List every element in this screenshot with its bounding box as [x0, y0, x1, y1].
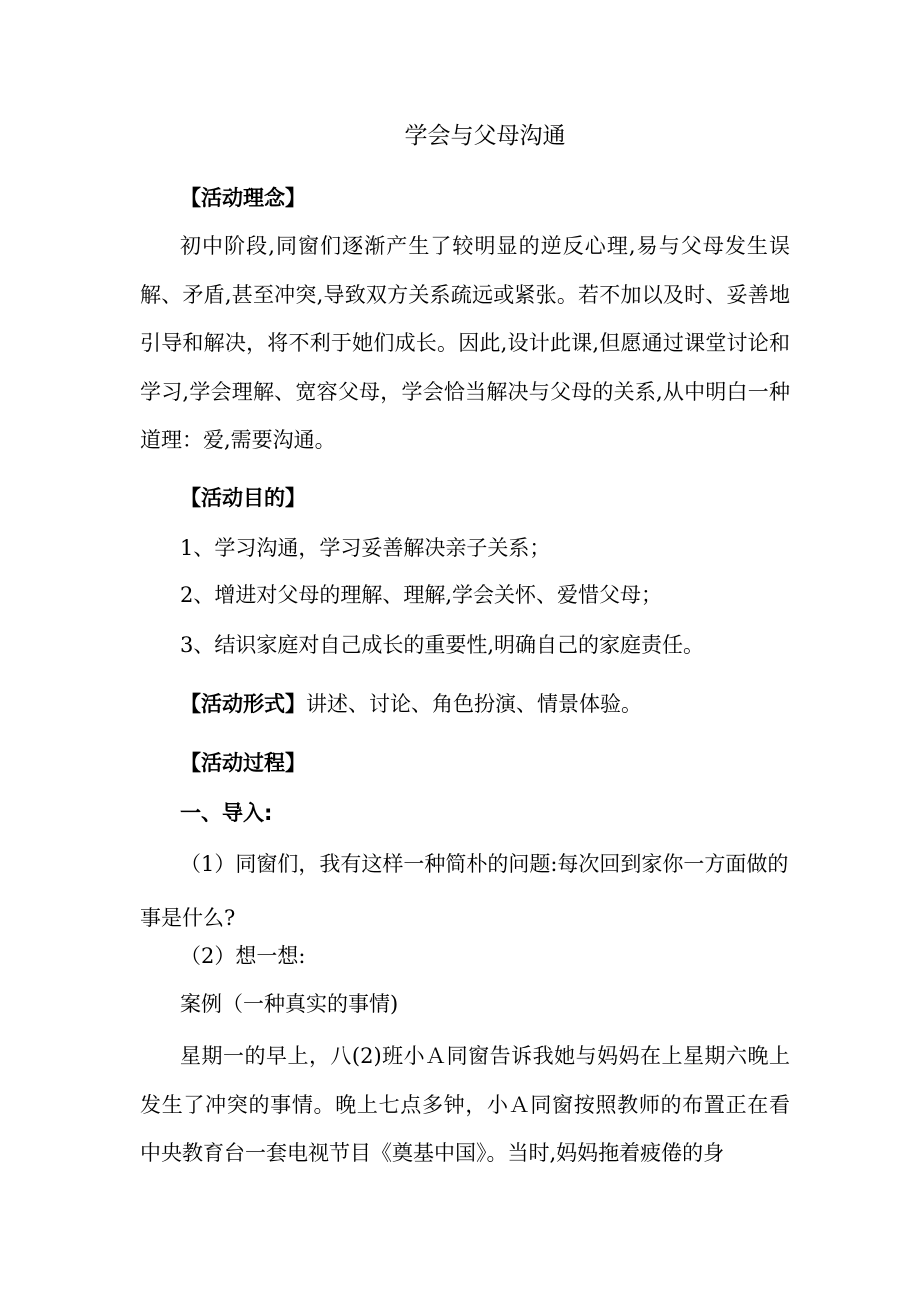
- form-heading: 【活动形式】: [180, 692, 306, 716]
- concept-heading: 【活动理念】: [180, 186, 306, 210]
- form-row: [180, 686, 642, 722]
- question-2: （2）想一想:: [180, 944, 306, 968]
- form-text: 讲述、讨论、角色扮演、情景体验。: [306, 692, 642, 716]
- goal-item-2: 2、增进对父母的理解、理解,学会关怀、爱惜父母；: [180, 583, 663, 607]
- concept-paragraph: 初中阶段,同窗们逐渐产生了较明显的逆反心理,易与父母发生误解、矛盾,甚至冲突,导致双方关系疏远或紧张。若不加以及时、妥善地引导和解决，将不利于她们成长。因此,设计此课,但愿通过课堂讨论和学习,学会理解、宽容父母，学会恰当解决与父母的关系,从中明白一种道理：爱,需要沟通。: [140, 234, 790, 452]
- goal-item-3: 3、结识家庭对自己成长的重要性,明确自己的家庭责任。: [180, 633, 705, 657]
- goal-item-1: 1、学习沟通，学习妥善解决亲子关系；: [180, 536, 551, 560]
- process-heading: 【活动过程】: [180, 751, 306, 775]
- step1-heading: 一、导入:: [180, 801, 273, 825]
- question-1: （1）同窗们，我有这样一种简朴的问题:每次回到家你一方面做的事是什么?: [140, 852, 789, 930]
- goals-heading: 【活动目的】: [180, 486, 306, 510]
- document-title: 学会与父母沟通: [404, 123, 566, 149]
- case-paragraph: 星期一的早上，八(2)班小Ａ同窗告诉我她与妈妈在上星期六晚上发生了冲突的事情。晚上七点多钟，小Ａ同窗按照教师的布置正在看中央教育台一套电视节目《奠基中国》。当时,妈妈拖着疲倦的身: [140, 1044, 790, 1165]
- case-title: 案例（一种真实的事情): [180, 992, 399, 1016]
